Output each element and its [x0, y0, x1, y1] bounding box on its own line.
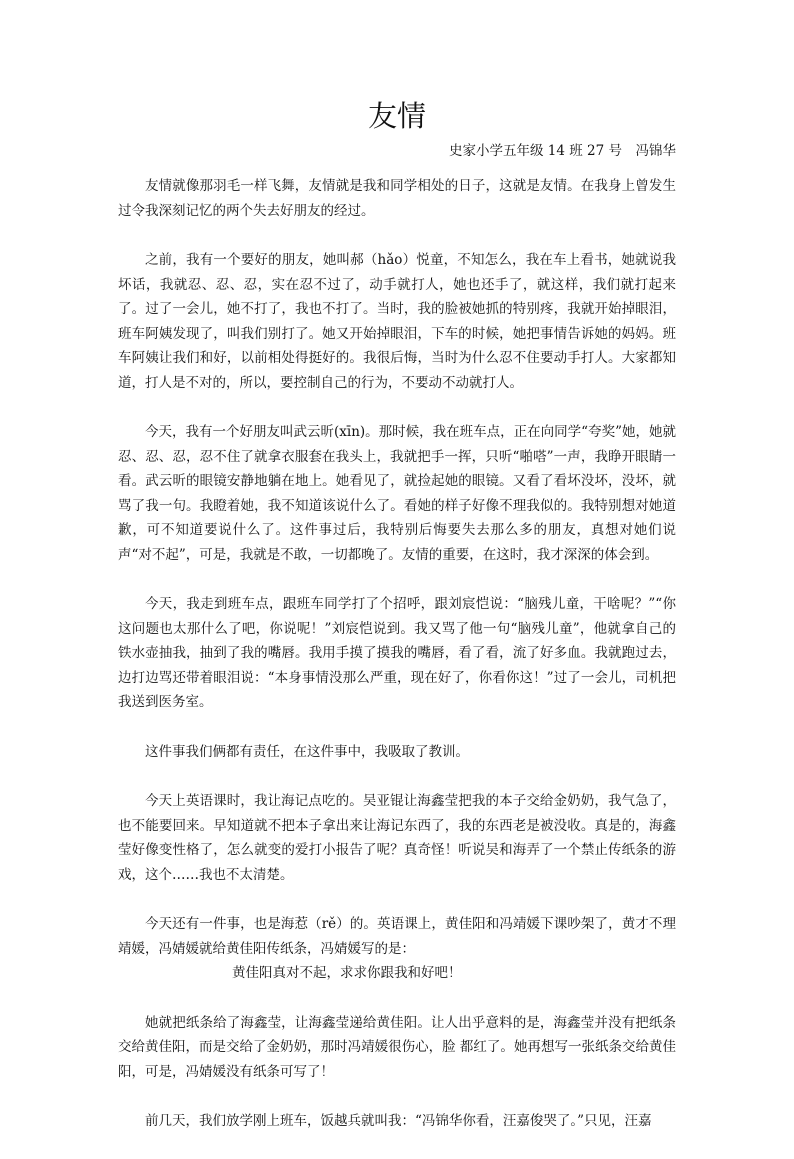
- paragraph: 之前，我有一个要好的朋友，她叫郝（hǎo）悦童，不知怎么，我在车上看书，她就说我坏话，我就忍、忍、忍，实在忍不过了，动手就打人，她也还手了，就这样，我们就打起来了。过了一会儿，她不打了，我也不打了。当时，我的脸被她抓的特别疼，我就开始掉眼泪，班车阿姨发现了，叫我们别打了。她又开始掉眼泪，下车的时候，她把事情告诉她的妈妈。班车阿姨让我们和好，以前相处得挺好的。我很后悔，当时为什么忍不住要动手打人。大家都知道，打人是不对的，所以，要控制自己的行为，不要动不动就打人。: [118, 252, 676, 391]
- paragraph: 她就把纸条给了海鑫莹，让海鑫莹递给黄佳阳。让人出乎意料的是，海鑫莹并没有把纸条交给黄佳阳，而是交给了金奶奶，那时冯靖媛很伤心，脸 都红了。她再想写一张纸条交给黄佳阳，可是，冯婧媛没有纸条可写了！: [118, 1014, 676, 1080]
- paragraph: 今天上英语课时，我让海记点吃的。吴亚锟让海鑫莹把我的本子交给金奶奶，我气急了，也不能要回来。早知道就不把本子拿出来让海记东西了，我的东西老是被没收。真是的，海鑫莹好像变性格了，怎么就变的爱打小报告了呢？真奇怪！听说吴和海弄了一个禁止传纸条的游戏，这个……我也不太清楚。: [118, 793, 676, 883]
- paragraph: 今天还有一件事，也是海惹（rě）的。英语课上，黄佳阳和冯靖媛下课吵架了，黄才不理靖媛，冯婧媛就给黄佳阳传纸条，冯婧媛写的是：: [118, 916, 676, 957]
- paragraph: 友情就像那羽毛一样飞舞，友情就是我和同学相处的日子，这就是友情。在我身上曾发生过令我深刻记忆的两个失去好朋友的经过。: [118, 178, 676, 219]
- page-title: 友情: [367, 99, 426, 133]
- document-page: [118, 96, 676, 1159]
- note-line: 黄佳阳真对不起，求求你跟我和好吧！: [232, 965, 462, 981]
- paragraph: 前几天，我们放学刚上班车，饭越兵就叫我：“冯锦华你看，汪嘉俊哭了。”只见，汪嘉: [145, 1113, 652, 1129]
- paragraph: 今天，我走到班车点，跟班车同学打了个招呼，跟刘宸恺说：“脑残儿童，干啥呢？”“你这问题也太那什么了吧，你说呢！”刘宸恺说到。我又骂了他一句“脑残儿童”，他就拿自己的铁水壶抽我，抽到了我的嘴唇。我用手摸了摸我的嘴唇，看了看，流了好多血。我就跑过去，边打边骂还带着眼泪说：“本身事情没那么严重，现在好了，你看你这！”过了一会儿，司机把我送到医务室。: [118, 596, 676, 710]
- paragraph: 今天，我有一个好朋友叫武云昕(xīn)。那时候，我在班车点，正在向同学“夸奖”她，她就忍、忍、忍，忍不住了就拿衣服套在我头上，我就把手一挥，只听“啪嗒”一声，我睁开眼睛一看。武云昕的眼镜安静地躺在地上。她看见了，就捡起她的眼镜。又看了看坏没坏，没坏，就骂了我一句。我瞪着她，我不知道该说什么了。看她的样子好像不理我似的。我特别想对她道歉，可不知道要说什么了。这件事过后，我特别后悔要失去那么多的朋友，真想对她们说声“对不起”，可是，我就是不敢，一切都晚了。友情的重要，在这时，我才深深的体会到。: [118, 424, 676, 563]
- author-byline: 史家小学五年级 14 班 27 号 冯锦华: [448, 143, 676, 159]
- paragraph: 这件事我们俩都有责任，在这件事中，我吸取了教训。: [145, 743, 469, 760]
